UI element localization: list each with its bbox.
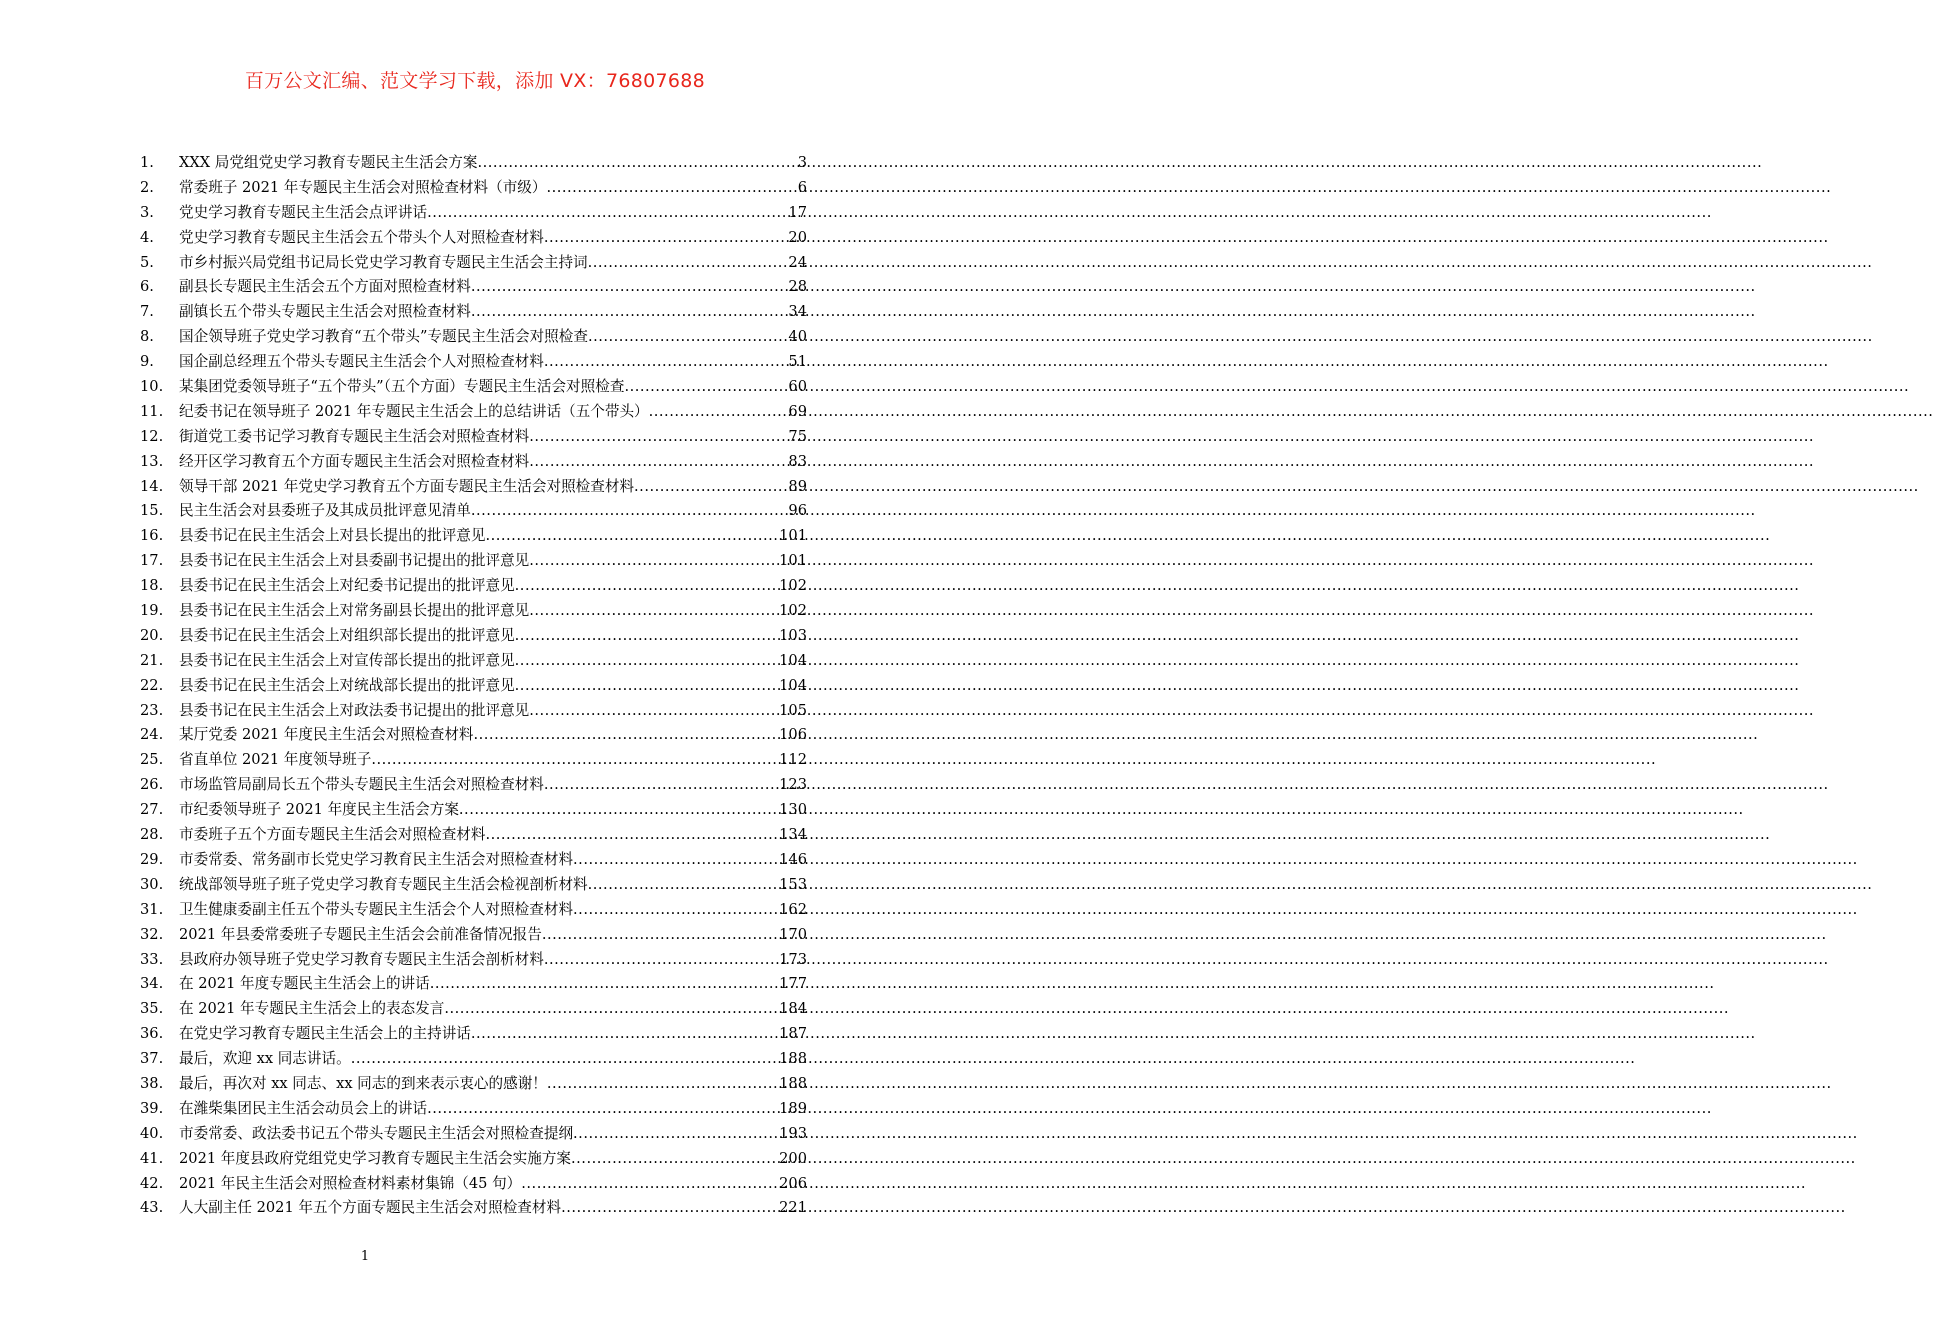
toc-entry-number: 10. xyxy=(140,378,164,396)
toc-entry-page: 6 xyxy=(797,178,807,196)
toc-entry-title: 国企副总经理五个带头专题民主生活会个人对照检查材料 xyxy=(179,353,544,371)
toc-entry-number: 26. xyxy=(140,776,164,794)
toc-entry-page: 102 xyxy=(779,577,807,595)
toc-entry-page: 20 xyxy=(788,228,807,246)
toc-entry-page: 221 xyxy=(779,1199,807,1217)
toc-entry-title: 民主生活会对县委班子及其成员批评意见清单 xyxy=(179,502,471,520)
toc-entry-number: 5. xyxy=(140,253,154,271)
toc-entry-title: 最后，欢迎 xx 同志讲话。 xyxy=(179,1050,351,1068)
toc-dot-leader xyxy=(515,624,779,649)
toc-entry[interactable] xyxy=(140,524,807,549)
toc-entry[interactable] xyxy=(140,325,807,350)
toc-entry[interactable] xyxy=(140,475,807,500)
toc-entry-page: 188 xyxy=(779,1050,807,1068)
toc-dot-leader xyxy=(544,226,789,251)
toc-dot-leader xyxy=(485,823,779,848)
toc-entry[interactable] xyxy=(140,1196,807,1221)
toc-dot-leader xyxy=(546,176,797,201)
toc-entry-page: 101 xyxy=(779,552,807,570)
toc-entry[interactable] xyxy=(140,226,807,251)
toc-entry-page: 177 xyxy=(779,975,807,993)
toc-entry-title: 县委书记在民主生活会上对纪委书记提出的批评意见 xyxy=(179,577,515,595)
toc-entry-page: 69 xyxy=(788,402,807,420)
toc-entry-number: 16. xyxy=(140,527,164,545)
toc-entry-page: 105 xyxy=(779,701,807,719)
toc-entry-page: 40 xyxy=(788,328,807,346)
toc-entry-number: 29. xyxy=(140,850,164,868)
toc-entry-number: 23. xyxy=(140,701,164,719)
toc-entry[interactable] xyxy=(140,748,807,773)
toc-entry-page: 189 xyxy=(779,1099,807,1117)
toc-entry-number: 2. xyxy=(140,178,154,196)
toc-entry[interactable] xyxy=(140,251,807,276)
toc-entry-title: 县委书记在民主生活会上对县委副书记提出的批评意见 xyxy=(179,552,530,570)
toc-entry-title: 县委书记在民主生活会上对政法委书记提出的批评意见 xyxy=(179,701,530,719)
toc-entry-number: 27. xyxy=(140,801,164,819)
toc-entry-page: 34 xyxy=(788,303,807,321)
toc-entry[interactable] xyxy=(140,201,807,226)
toc-entry-title: 某厅党委 2021 年度民主生活会对照检查材料 xyxy=(179,726,474,744)
toc-entry[interactable] xyxy=(140,549,807,574)
toc-entry[interactable] xyxy=(140,1122,807,1147)
toc-entry[interactable] xyxy=(140,300,807,325)
toc-entry-page: 101 xyxy=(779,527,807,545)
toc-entry-title: 市委班子五个方面专题民主生活会对照检查材料 xyxy=(179,826,486,844)
toc-entry-number: 4. xyxy=(140,228,154,246)
toc-dot-leader xyxy=(371,748,779,773)
toc-dot-leader xyxy=(471,499,789,524)
toc-entry-page: 153 xyxy=(779,875,807,893)
toc-dot-leader xyxy=(547,1072,779,1097)
toc-entry[interactable] xyxy=(140,599,807,624)
toc-dot-leader xyxy=(471,300,789,325)
toc-dot-leader xyxy=(515,574,779,599)
toc-entry-number: 18. xyxy=(140,577,164,595)
toc-dot-leader xyxy=(515,674,779,699)
toc-entry[interactable] xyxy=(140,350,807,375)
toc-dot-leader xyxy=(573,898,779,923)
toc-entry-page: 60 xyxy=(788,378,807,396)
toc-entry-title: 在党史学习教育专题民主生活会上的主持讲话 xyxy=(179,1025,471,1043)
toc-entry[interactable] xyxy=(140,798,807,823)
toc-entry[interactable] xyxy=(140,997,807,1022)
toc-entry-number: 43. xyxy=(140,1199,164,1217)
toc-entry-number: 42. xyxy=(140,1174,164,1192)
toc-entry[interactable] xyxy=(140,923,807,948)
toc-dot-leader xyxy=(471,1022,779,1047)
toc-dot-leader xyxy=(544,773,779,798)
toc-entry-page: 103 xyxy=(779,626,807,644)
toc-entry-number: 1. xyxy=(140,154,154,171)
toc-entry-title: 市纪委领导班子 2021 年度民主生活会方案 xyxy=(179,801,459,819)
toc-entry-page: 104 xyxy=(779,676,807,694)
toc-entry[interactable] xyxy=(140,1147,807,1172)
toc-dot-leader xyxy=(588,251,789,276)
toc-entry-title: 2021 年民主生活会对照检查材料素材集锦（45 句） xyxy=(179,1174,522,1192)
toc-entry-title: 常委班子 2021 年专题民主生活会对照检查材料（市级） xyxy=(179,178,547,196)
toc-dot-leader xyxy=(485,524,779,549)
toc-entry-title: 省直单位 2021 年度领导班子 xyxy=(179,751,372,769)
toc-entry-number: 3. xyxy=(140,203,154,221)
toc-entry-page: 51 xyxy=(788,353,807,371)
toc-entry-number: 34. xyxy=(140,975,164,993)
toc-entry[interactable] xyxy=(140,375,807,400)
toc-entry-number: 40. xyxy=(140,1124,164,1142)
table-of-contents xyxy=(140,151,807,1221)
toc-entry[interactable] xyxy=(140,1047,807,1072)
toc-entry[interactable] xyxy=(140,499,807,524)
toc-entry-page: 188 xyxy=(779,1074,807,1092)
toc-entry[interactable] xyxy=(140,400,807,425)
toc-entry-number: 35. xyxy=(140,1000,164,1018)
toc-entry-title: 副县长专题民主生活会五个方面对照检查材料 xyxy=(179,278,471,296)
toc-entry[interactable] xyxy=(140,450,807,475)
toc-entry-number: 39. xyxy=(140,1099,164,1117)
toc-entry[interactable] xyxy=(140,1097,807,1122)
toc-entry-page: 187 xyxy=(779,1025,807,1043)
toc-entry-number: 8. xyxy=(140,328,154,346)
toc-dot-leader xyxy=(649,400,789,425)
toc-dot-leader xyxy=(529,425,788,450)
toc-entry-number: 22. xyxy=(140,676,164,694)
toc-entry-page: 112 xyxy=(779,751,807,769)
toc-dot-leader xyxy=(430,972,779,997)
toc-entry-page: 104 xyxy=(779,651,807,669)
toc-entry-number: 9. xyxy=(140,353,154,371)
toc-entry[interactable] xyxy=(140,275,807,300)
toc-entry-title: 国企领导班子党史学习教育“五个带头”专题民主生活会对照检查 xyxy=(179,328,588,346)
toc-entry-page: 123 xyxy=(779,776,807,794)
toc-entry-page: 75 xyxy=(788,427,807,445)
toc-dot-leader xyxy=(529,450,788,475)
toc-entry-title: 2021 年县委常委班子专题民主生活会会前准备情况报告 xyxy=(179,925,542,943)
toc-entry-title: 市委常委、常务副市长党史学习教育民主生活会对照检查材料 xyxy=(179,850,574,868)
toc-dot-leader xyxy=(588,873,780,898)
toc-entry-title: 经开区学习教育五个方面专题民主生活会对照检查材料 xyxy=(179,452,530,470)
toc-entry[interactable] xyxy=(140,699,807,724)
toc-dot-leader xyxy=(544,948,779,973)
toc-entry-page: 24 xyxy=(788,253,807,271)
toc-entry-title: 县委书记在民主生活会上对统战部长提出的批评意见 xyxy=(179,676,515,694)
toc-entry-number: 33. xyxy=(140,950,164,968)
toc-entry-page: 184 xyxy=(779,1000,807,1018)
toc-entry-page: 3 xyxy=(797,154,807,171)
toc-entry[interactable] xyxy=(140,898,807,923)
toc-dot-leader xyxy=(471,275,789,300)
toc-entry-number: 15. xyxy=(140,502,164,520)
toc-entry-title: 市委常委、政法委书记五个带头专题民主生活会对照检查提纲 xyxy=(179,1124,574,1142)
toc-dot-leader xyxy=(624,375,788,400)
toc-entry[interactable] xyxy=(140,823,807,848)
toc-entry[interactable] xyxy=(140,972,807,997)
toc-entry-title: 纪委书记在领导班子 2021 年专题民主生活会上的总结讲话（五个带头） xyxy=(179,402,649,420)
toc-dot-leader xyxy=(444,997,779,1022)
toc-dot-leader xyxy=(571,1147,779,1172)
toc-entry-number: 25. xyxy=(140,751,164,769)
toc-entry-number: 12. xyxy=(140,427,164,445)
toc-entry-page: 130 xyxy=(779,801,807,819)
toc-entry-page: 83 xyxy=(788,452,807,470)
toc-entry-page: 28 xyxy=(788,278,807,296)
toc-entry-page: 193 xyxy=(779,1124,807,1142)
toc-dot-leader xyxy=(561,1196,779,1221)
toc-entry-title: 县委书记在民主生活会上对常务副县长提出的批评意见 xyxy=(179,602,530,620)
toc-entry-title: 领导干部 2021 年党史学习教育五个方面专题民主生活会对照检查材料 xyxy=(179,477,635,495)
toc-entry-number: 14. xyxy=(140,477,164,495)
toc-entry[interactable] xyxy=(140,1022,807,1047)
toc-dot-leader xyxy=(529,549,779,574)
toc-dot-leader xyxy=(573,1122,779,1147)
toc-entry[interactable] xyxy=(140,624,807,649)
toc-entry-number: 20. xyxy=(140,626,164,644)
toc-dot-leader xyxy=(427,201,788,226)
toc-entry[interactable] xyxy=(140,151,807,176)
toc-dot-leader xyxy=(529,699,779,724)
toc-entry-title: 党史学习教育专题民主生活会点评讲话 xyxy=(179,203,428,221)
toc-entry-title: 县委书记在民主生活会上对组织部长提出的批评意见 xyxy=(179,626,515,644)
toc-entry-title: 卫生健康委副主任五个带头专题民主生活会个人对照检查材料 xyxy=(179,900,574,918)
toc-entry[interactable] xyxy=(140,674,807,699)
toc-entry-number: 19. xyxy=(140,602,164,620)
toc-entry-number: 21. xyxy=(140,651,164,669)
toc-dot-leader xyxy=(634,475,788,500)
toc-entry[interactable] xyxy=(140,948,807,973)
toc-entry[interactable] xyxy=(140,649,807,674)
toc-entry[interactable] xyxy=(140,574,807,599)
toc-entry-number: 36. xyxy=(140,1025,164,1043)
toc-entry-title: 县委书记在民主生活会上对宣传部长提出的批评意见 xyxy=(179,651,515,669)
toc-entry-title: XXX 局党组党史学习教育专题民主生活会方案 xyxy=(179,154,478,171)
toc-entry-title: 市乡村振兴局党组书记局长党史学习教育专题民主生活会主持词 xyxy=(179,253,588,271)
toc-entry-page: 173 xyxy=(779,950,807,968)
toc-dot-leader xyxy=(521,1172,779,1197)
toc-entry-title: 2021 年度县政府党组党史学习教育专题民主生活会实施方案 xyxy=(179,1149,572,1167)
toc-entry[interactable] xyxy=(140,723,807,748)
toc-dot-leader xyxy=(542,923,779,948)
toc-entry-number: 31. xyxy=(140,900,164,918)
toc-entry-title: 某集团党委领导班子“五个带头”（五个方面）专题民主生活会对照检查 xyxy=(179,378,625,396)
toc-entry[interactable] xyxy=(140,425,807,450)
toc-dot-leader xyxy=(459,798,779,823)
header-banner: 百万公文汇编、范文学习下载，添加 VX：76807688 xyxy=(244,70,706,92)
toc-entry-number: 28. xyxy=(140,826,164,844)
toc-entry-page: 162 xyxy=(779,900,807,918)
toc-entry-page: 17 xyxy=(788,203,807,221)
toc-entry[interactable] xyxy=(140,873,807,898)
toc-entry-page: 134 xyxy=(779,826,807,844)
toc-entry-page: 96 xyxy=(788,502,807,520)
toc-entry-page: 106 xyxy=(779,726,807,744)
toc-entry-number: 41. xyxy=(140,1149,164,1167)
page-number: 1 xyxy=(360,1249,370,1264)
toc-entry-page: 102 xyxy=(779,602,807,620)
toc-entry-number: 38. xyxy=(140,1074,164,1092)
toc-entry-page: 206 xyxy=(779,1174,807,1192)
toc-entry-number: 6. xyxy=(140,278,154,296)
toc-entry-number: 30. xyxy=(140,875,164,893)
toc-entry[interactable] xyxy=(140,848,807,873)
toc-entry-page: 146 xyxy=(779,850,807,868)
toc-entry-number: 24. xyxy=(140,726,164,744)
toc-dot-leader xyxy=(544,350,789,375)
toc-entry-title: 副镇长五个带头专题民主生活会对照检查材料 xyxy=(179,303,471,321)
toc-entry[interactable] xyxy=(140,1072,807,1097)
toc-entry-title: 市场监管局副局长五个带头专题民主生活会对照检查材料 xyxy=(179,776,544,794)
toc-entry-number: 37. xyxy=(140,1050,164,1068)
toc-dot-leader xyxy=(474,723,780,748)
toc-entry-title: 统战部领导班子班子党史学习教育专题民主生活会检视剖析材料 xyxy=(179,875,588,893)
toc-entry-title: 党史学习教育专题民主生活会五个带头个人对照检查材料 xyxy=(179,228,544,246)
toc-entry-number: 7. xyxy=(140,303,154,321)
toc-entry[interactable] xyxy=(140,1172,807,1197)
toc-entry-number: 17. xyxy=(140,552,164,570)
toc-entry[interactable] xyxy=(140,176,807,201)
toc-entry-title: 在 2021 年度专题民主生活会上的讲话 xyxy=(179,975,430,993)
toc-dot-leader xyxy=(351,1047,779,1072)
toc-entry-title: 在潍柴集团民主生活会动员会上的讲话 xyxy=(179,1099,428,1117)
toc-entry-title: 人大副主任 2021 年五个方面专题民主生活会对照检查材料 xyxy=(179,1199,562,1217)
toc-dot-leader xyxy=(427,1097,779,1122)
toc-dot-leader xyxy=(515,649,779,674)
toc-entry[interactable] xyxy=(140,773,807,798)
toc-entry-page: 200 xyxy=(779,1149,807,1167)
toc-dot-leader xyxy=(529,599,779,624)
toc-entry-title: 最后，再次对 xx 同志、xx 同志的到来表示衷心的感谢！ xyxy=(179,1074,547,1092)
toc-entry-title: 县政府办领导班子党史学习教育专题民主生活会剖析材料 xyxy=(179,950,544,968)
toc-dot-leader xyxy=(573,848,779,873)
toc-entry-title: 在 2021 年专题民主生活会上的表态发言 xyxy=(179,1000,445,1018)
toc-dot-leader xyxy=(588,325,788,350)
toc-entry-number: 32. xyxy=(140,925,164,943)
toc-entry-title: 县委书记在民主生活会上对县长提出的批评意见 xyxy=(179,527,486,545)
toc-dot-leader xyxy=(478,151,798,176)
toc-entry-number: 11. xyxy=(140,402,164,420)
toc-entry-title: 街道党工委书记学习教育专题民主生活会对照检查材料 xyxy=(179,427,530,445)
toc-entry-page: 89 xyxy=(788,477,807,495)
toc-entry-page: 170 xyxy=(779,925,807,943)
toc-entry-number: 13. xyxy=(140,452,164,470)
